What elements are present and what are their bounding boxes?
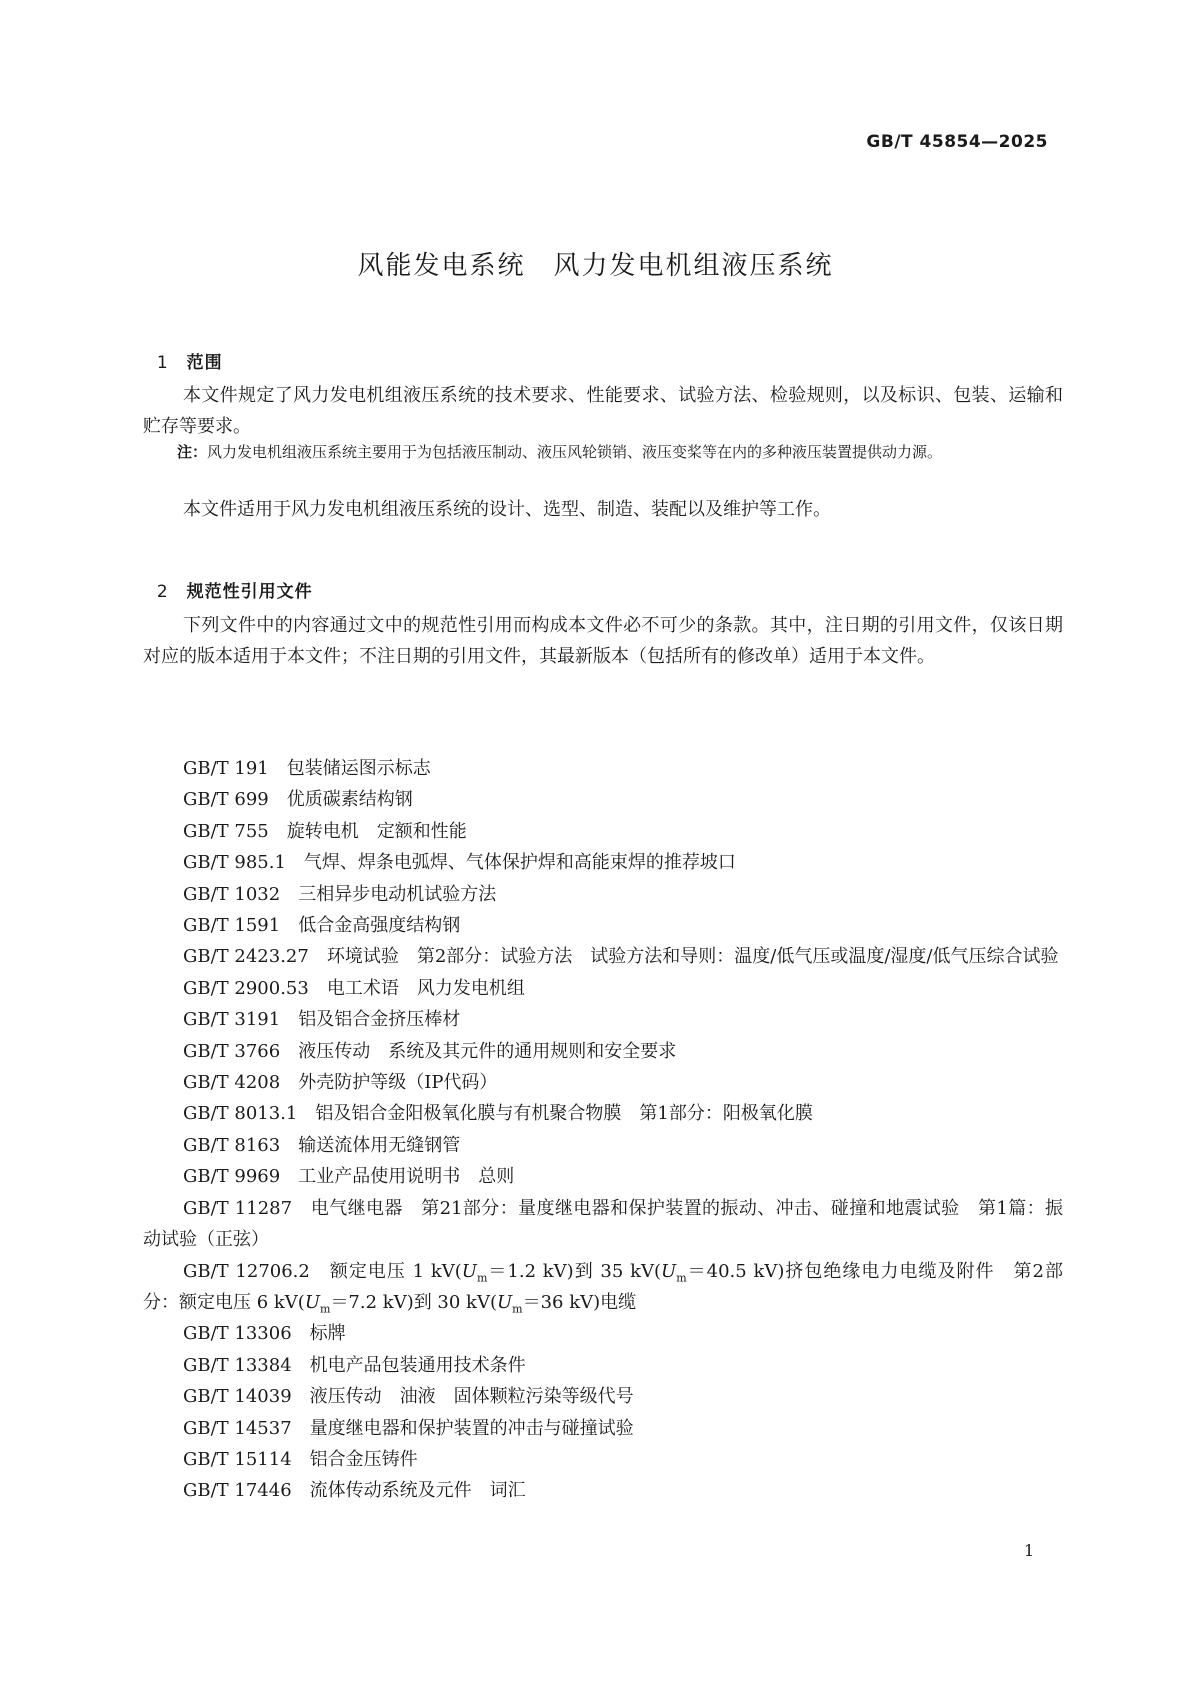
reference-item: GB/T 13306 标牌	[183, 1323, 346, 1345]
note-label: 注：	[177, 443, 208, 461]
ref-text: GB/T 12706.2 额定电压 1 kV(	[183, 1260, 462, 1282]
reference-item: GB/T 15114 铝合金压铸件	[183, 1448, 418, 1470]
reference-item: GB/T 11287 电气继电器 第21部分：量度继电器和保护装置的振动、冲击、碰撞和地震试验 第1篇：振动试验（正弦）	[143, 1197, 1063, 1251]
scope-paragraph-1: 本文件规定了风力发电机组液压系统的技术要求、性能要求、试验方法、检验规则，以及标识、包装、运输和贮存等要求。	[143, 385, 1063, 437]
reference-item: GB/T 9969 工业产品使用说明书 总则	[183, 1166, 515, 1188]
note-text: 风力发电机组液压系统主要用于为包括液压制动、液压风轮锁销、液压变桨等在内的多种液压装置提供动力源。	[207, 443, 943, 461]
voltage-subscript: m	[676, 1271, 687, 1285]
scope-note	[177, 440, 1097, 465]
section-heading-normative-refs	[143, 557, 313, 602]
standard-number: GB/T 45854—2025	[866, 132, 1048, 152]
voltage-subscript: m	[512, 1302, 523, 1316]
ref-text: ＝36 kV)电缆	[522, 1291, 637, 1313]
reference-item: GB/T 3191 铝及铝合金挤压棒材	[183, 1009, 461, 1031]
reference-item: GB/T 3766 液压传动 系统及其元件的通用规则和安全要求	[183, 1040, 677, 1062]
voltage-subscript: m	[320, 1302, 331, 1316]
section-title: 范围	[186, 353, 223, 373]
reference-item: GB/T 1591 低合金高强度结构钢	[183, 915, 461, 937]
reference-item: GB/T 2423.27 环境试验 第2部分：试验方法 试验方法和导则：温度/低气压或温度/湿度/低气压综合试验	[183, 946, 1059, 968]
reference-item: GB/T 1032 三相异步电动机试验方法	[183, 883, 497, 905]
reference-item: GB/T 699 优质碳素结构钢	[183, 789, 413, 811]
page-number: 1	[1024, 1541, 1035, 1560]
section-heading-scope	[143, 328, 223, 373]
section-number: 1	[156, 353, 169, 373]
reference-item: GB/T 8163 输送流体用无缝钢管	[183, 1134, 461, 1156]
reference-item: GB/T 2900.53 电工术语 风力发电机组	[183, 977, 525, 999]
reference-list	[143, 753, 1063, 1507]
reference-item: GB/T 191 包装储运图示标志	[183, 758, 431, 779]
document-title: 风能发电系统 风力发电机组液压系统	[357, 251, 834, 281]
voltage-symbol: U	[661, 1260, 677, 1282]
voltage-symbol: U	[304, 1291, 320, 1313]
voltage-subscript: m	[476, 1271, 488, 1285]
scope-paragraph-2: 本文件适用于风力发电机组液压系统的设计、选型、制造、装配以及维护等工作。	[183, 499, 831, 520]
voltage-symbol: U	[461, 1260, 477, 1282]
voltage-symbol: U	[497, 1291, 513, 1313]
ref-text: ＝7.2 kV)到 30 kV(	[330, 1291, 497, 1313]
ref-text: ＝40.5 kV)挤包绝缘电力电缆及附件 第2部分：额定电压 6 kV(	[143, 1260, 1063, 1313]
reference-item: GB/T 14537 量度继电器和保护装置的冲击与碰撞试验	[183, 1417, 634, 1439]
reference-item: GB/T 755 旋转电机 定额和性能	[183, 820, 467, 842]
reference-item: GB/T 13384 机电产品包装通用技术条件	[183, 1354, 526, 1376]
reference-item: GB/T 4208 外壳防护等级（IP代码）	[183, 1072, 498, 1094]
reference-item: GB/T 8013.1 铝及铝合金阳极氧化膜与有机聚合物膜 第1部分：阳极氧化膜	[183, 1103, 813, 1125]
reference-item: GB/T 14039 液压传动 油液 固体颗粒污染等级代号	[183, 1386, 634, 1408]
reference-item: GB/T 985.1 气焊、焊条电弧焊、气体保护焊和高能束焊的推荐坡口	[183, 852, 736, 874]
reference-item: GB/T 17446 流体传动系统及元件 词汇	[183, 1480, 526, 1502]
section-title: 规范性引用文件	[186, 582, 313, 602]
ref-text: ＝1.2 kV)到 35 kV(	[487, 1260, 662, 1282]
normative-refs-intro: 下列文件中的内容通过文中的规范性引用而构成本文件必不可少的条款。其中，注日期的引用文件，仅该日期对应的版本适用于本文件；不注日期的引用文件，其最新版本（包括所有的修改单）适用于本文件。	[143, 615, 1063, 667]
reference-item-gbt-12706-2	[143, 1256, 1063, 1319]
section-number: 2	[156, 582, 169, 602]
